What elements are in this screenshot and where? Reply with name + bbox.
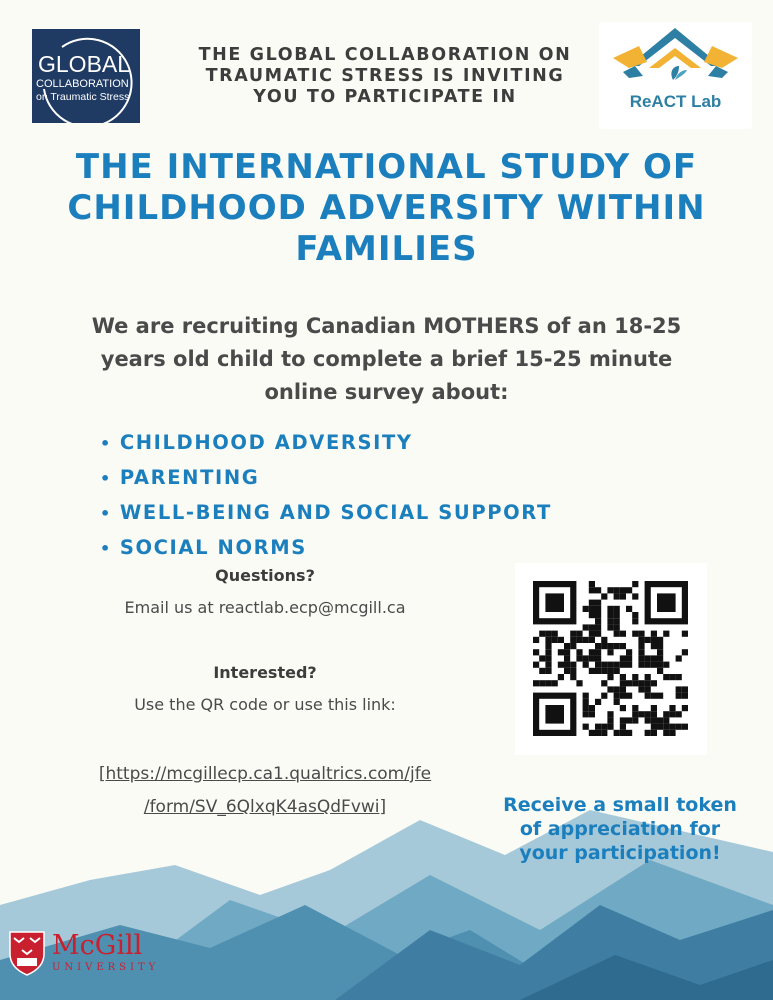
survey-link-line[interactable]: /form/SV_6QlxqK4asQdFvwi]: [143, 797, 387, 817]
recruitment-text: [60, 310, 713, 409]
title-line: FAMILIES: [295, 229, 478, 269]
title-line: THE INTERNATIONAL STUDY OF: [75, 147, 698, 187]
study-title: [40, 147, 733, 270]
house-roof-icon: [599, 22, 752, 92]
topic-label: CHILDHOOD ADVERSITY: [119, 431, 413, 454]
qr-instruction: Use the QR code or use this link:: [134, 695, 396, 714]
topic-label: PARENTING: [119, 466, 260, 489]
invitation-line: YOU TO PARTICIPATE IN: [253, 87, 517, 107]
logo-text-traumatic-stress: on Traumatic Stress: [36, 91, 130, 103]
qr-code-icon: [515, 563, 707, 755]
survey-link[interactable]: [60, 758, 470, 824]
bullet-icon: •: [100, 504, 112, 523]
mcgill-logo: [8, 930, 178, 978]
survey-topics-list: [100, 425, 552, 565]
questions-heading: Questions?: [215, 566, 315, 585]
qr-code[interactable]: [515, 563, 707, 755]
bullet-icon: •: [100, 539, 112, 558]
invitation-line: TRAUMATIC STRESS IS INVITING: [205, 66, 565, 86]
recruitment-line: We are recruiting Canadian MOTHERS of an 18-25: [91, 314, 682, 338]
mcgill-subtitle: UNIVERSITY: [52, 962, 160, 973]
invitation-line: THE GLOBAL COLLABORATION ON: [198, 45, 572, 65]
appreciation-line: your participation!: [519, 842, 721, 864]
logo-text-global: GLOBAL: [38, 51, 131, 77]
react-lab-logo: [599, 22, 752, 129]
logo-text-collaboration: COLLABORATION: [36, 78, 129, 90]
email-contact[interactable]: Email us at reactlab.ecp@mcgill.ca: [124, 598, 406, 617]
topic-item: [100, 530, 552, 565]
topic-item: [100, 495, 552, 530]
mcgill-shield-icon: [8, 930, 46, 976]
appreciation-line: of appreciation for: [519, 818, 721, 840]
global-collaboration-logo: [32, 29, 140, 123]
invitation-header: [180, 45, 590, 108]
topic-label: WELL-BEING AND SOCIAL SUPPORT: [119, 501, 552, 524]
bullet-icon: •: [100, 469, 112, 488]
topic-item: [100, 460, 552, 495]
appreciation-text: [470, 793, 770, 865]
survey-link-line[interactable]: [https://mcgillecp.ca1.qualtrics.com/jfe: [98, 764, 432, 784]
topic-item: [100, 425, 552, 460]
title-line: CHILDHOOD ADVERSITY WITHIN: [67, 188, 706, 228]
bullet-icon: •: [100, 434, 112, 453]
react-lab-label: ReACT Lab: [629, 92, 722, 111]
mcgill-name: McGill: [52, 930, 143, 961]
interested-heading: Interested?: [213, 663, 317, 682]
recruitment-line: online survey about:: [264, 380, 509, 404]
appreciation-line: Receive a small token: [503, 794, 737, 816]
recruitment-line: years old child to complete a brief 15-25 minute: [100, 347, 673, 371]
topic-label: SOCIAL NORMS: [119, 536, 307, 559]
